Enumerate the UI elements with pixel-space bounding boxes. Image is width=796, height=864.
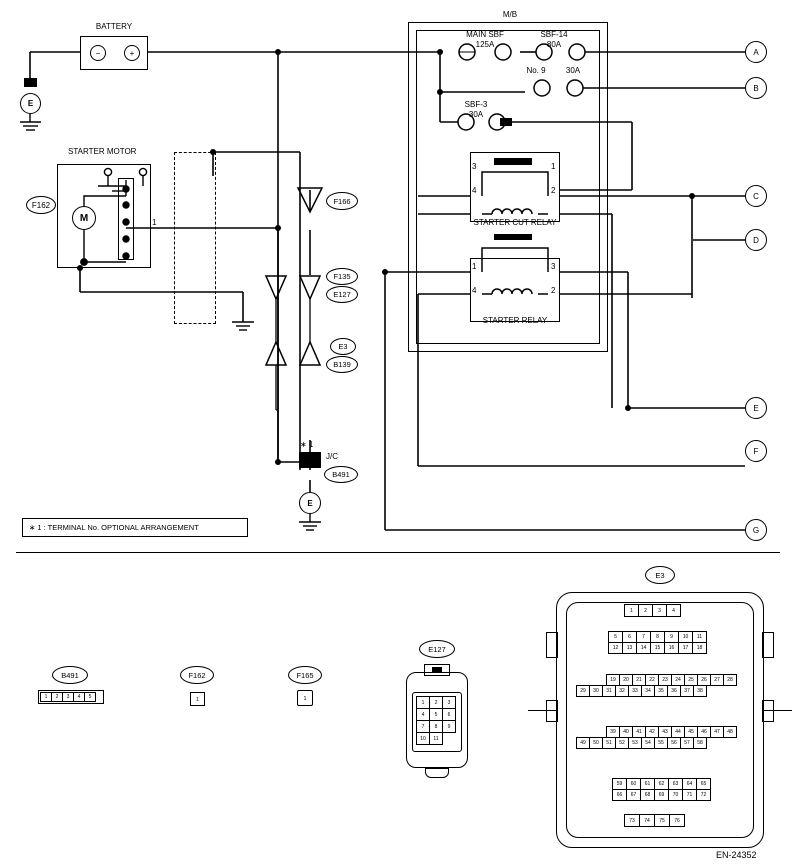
pin-cell: 62 (654, 778, 669, 790)
battery-negative-terminal: − (90, 45, 106, 61)
cut-relay-pin-1: 1 (551, 162, 556, 171)
starter-relay-pin-1: 1 (472, 262, 477, 271)
e127-latch-tab (432, 667, 442, 673)
pin-cell: 52 (615, 737, 629, 749)
pin-cell: 76 (669, 814, 685, 827)
connector-e3-diagram: E3 (330, 338, 356, 355)
connector-view-f165-label: F165 (288, 666, 322, 684)
pin-cell: 40 (619, 726, 633, 738)
pin-cell: 54 (641, 737, 655, 749)
pin-cell: 44 (671, 726, 685, 738)
cut-relay-pin-4: 4 (472, 186, 477, 195)
connector-view-e127-label: E127 (419, 640, 455, 658)
pin-cell: 4 (666, 604, 681, 617)
pin-cell: 5 (84, 692, 96, 702)
mb-label: M/B (502, 10, 518, 19)
pin-cell: 69 (654, 789, 669, 801)
pin-cell: 3 (652, 604, 667, 617)
output-point-f: F (745, 440, 767, 462)
pin-cell: 61 (640, 778, 655, 790)
pin-cell: 33 (628, 685, 642, 697)
junction-dot-mb-in (437, 49, 443, 55)
pin-cell: 9 (442, 720, 456, 733)
e3-right-lug-bottom (762, 700, 774, 722)
output-point-c: C (745, 185, 767, 207)
pin-cell: 13 (622, 642, 637, 654)
section-divider (16, 552, 780, 553)
starter-relay-pin-2: 2 (551, 286, 556, 295)
pin-cell: 46 (697, 726, 711, 738)
junction-dot-relay-ctrl (382, 269, 388, 275)
ground-symbol-left: E (20, 93, 41, 114)
pin-cell: 55 (654, 737, 668, 749)
connector-e127-diagram: E127 (326, 286, 358, 303)
starter-motor-label: STARTER MOTOR (68, 147, 137, 156)
e3-left-rail (528, 710, 558, 711)
e127-pin-grid (416, 696, 460, 744)
e3-left-lug-top (546, 632, 558, 658)
b491-pin-grid (40, 692, 95, 701)
pin-cell: 19 (606, 674, 620, 686)
f165-pin-1: 1 (303, 696, 307, 702)
pin-cell: 21 (632, 674, 646, 686)
connector-view-b491-label: B491 (52, 666, 88, 684)
pin-cell: 22 (645, 674, 659, 686)
pin-cell: 28 (723, 674, 737, 686)
pin-cell: 64 (682, 778, 697, 790)
pin-cell: 58 (693, 737, 707, 749)
pin-cell: 9 (664, 631, 679, 643)
sbf3-label: SBF-3 (464, 100, 488, 109)
pin-cell: 31 (602, 685, 616, 697)
pin-cell: 7 (636, 631, 651, 643)
pin-cell: 17 (678, 642, 693, 654)
footnote-terminal-note: ∗ 1 : TERMINAL No. OPTIONAL ARRANGEMENT (22, 518, 248, 537)
pin-cell: 57 (680, 737, 694, 749)
pin-cell: 26 (697, 674, 711, 686)
pin-cell: 38 (693, 685, 707, 697)
pin-cell: 7 (416, 720, 430, 733)
connector-b139-diagram: B139 (326, 356, 358, 373)
cut-relay-pin-2: 2 (551, 186, 556, 195)
junction-dot-e-branch (625, 405, 631, 411)
connector-view-e3-label: E3 (645, 566, 675, 584)
pin-cell: 66 (612, 789, 627, 801)
pin-cell: 3 (442, 696, 456, 709)
pin-cell: 8 (650, 631, 665, 643)
connector-f135-diagram: F135 (326, 268, 358, 285)
jc-label: J/C (326, 452, 338, 461)
pin-cell: 47 (710, 726, 724, 738)
pin-cell: 41 (632, 726, 646, 738)
motor-pin-1-label: 1 (152, 218, 157, 227)
output-point-b: B (745, 77, 767, 99)
pin-cell: 27 (710, 674, 724, 686)
pin-cell: 35 (654, 685, 668, 697)
pin-cell: 18 (692, 642, 707, 654)
pin-cell: 67 (626, 789, 641, 801)
pin-cell: 75 (654, 814, 670, 827)
pin-cell: 53 (628, 737, 642, 749)
pin-cell: 30 (589, 685, 603, 697)
e127-bottom-tab (425, 768, 449, 778)
f162-pin-1: 1 (195, 697, 200, 703)
pin-cell: 74 (639, 814, 655, 827)
sbf14-rating: 80A (546, 40, 562, 49)
connector-f166-diagram: F166 (326, 192, 358, 210)
junction-dot-jc (275, 459, 281, 465)
pin-cell: 14 (636, 642, 651, 654)
pin-cell: 71 (682, 789, 697, 801)
pin-cell: 8 (429, 720, 443, 733)
junction-dot-motor-lead (275, 225, 281, 231)
pin-cell: 42 (645, 726, 659, 738)
connector-view-f162-label: F162 (180, 666, 214, 684)
pin-cell: 25 (684, 674, 698, 686)
pin-cell: 11 (692, 631, 707, 643)
e3-right-lug-top (762, 632, 774, 658)
pin-cell: 5 (429, 708, 443, 721)
pin-cell: 29 (576, 685, 590, 697)
junction-dot-no9 (437, 89, 443, 95)
pin-cell: 36 (667, 685, 681, 697)
pin-cell: 24 (671, 674, 685, 686)
pin-cell: 65 (696, 778, 711, 790)
starter-cut-relay-label: STARTER CUT RELAY (473, 218, 557, 227)
cut-relay-pin-3: 3 (472, 162, 477, 171)
pin-cell: 1 (624, 604, 639, 617)
pin-cell: 11 (429, 732, 443, 745)
ground-symbol-jc: E (299, 492, 321, 514)
pin-cell: 34 (641, 685, 655, 697)
pin-cell: 39 (606, 726, 620, 738)
output-point-e: E (745, 397, 767, 419)
output-point-g: G (745, 519, 767, 541)
pin-cell: 73 (624, 814, 640, 827)
junction-dot-f162 (77, 265, 83, 271)
starter-relay-label: STARTER RELAY (482, 316, 548, 325)
connector-b491-diagram: B491 (324, 466, 358, 483)
e3-right-rail (764, 710, 792, 711)
pin-cell: 1 (40, 692, 52, 702)
motor-symbol: M (72, 206, 96, 230)
pin-cell: 45 (684, 726, 698, 738)
pin-cell: 3 (62, 692, 74, 702)
pin-cell: 4 (73, 692, 85, 702)
pin-cell: 49 (576, 737, 590, 749)
pin-cell: 12 (608, 642, 623, 654)
pin-cell: 2 (429, 696, 443, 709)
pin-cell: 20 (619, 674, 633, 686)
pin-cell: 43 (658, 726, 672, 738)
pin-cell: 2 (638, 604, 653, 617)
pin-cell: 6 (442, 708, 456, 721)
pin-cell: 59 (612, 778, 627, 790)
connector-f162-diagram: F162 (26, 196, 56, 214)
e3-group-6 (624, 814, 704, 826)
junction-dot-c-branch (689, 193, 695, 199)
pin-cell: 68 (640, 789, 655, 801)
e3-group-3 (576, 674, 745, 696)
pin-cell: 6 (622, 631, 637, 643)
sbf3-rating: 30A (468, 110, 484, 119)
pin-cell: 70 (668, 789, 683, 801)
pin-cell: 48 (723, 726, 737, 738)
pin-cell: 63 (668, 778, 683, 790)
battery-label: BATTERY (95, 22, 133, 31)
pin-cell: 56 (667, 737, 681, 749)
pin-cell: 5 (608, 631, 623, 643)
pin-cell: 72 (696, 789, 711, 801)
pin-cell: 15 (650, 642, 665, 654)
e3-group-1 (624, 604, 696, 616)
e3-group-5 (612, 778, 717, 800)
pin-cell: 50 (589, 737, 603, 749)
pin-cell: 2 (51, 692, 63, 702)
star-marker-jc: ∗ 1 (300, 440, 314, 449)
pin-cell: 60 (626, 778, 641, 790)
battery-positive-terminal: + (124, 45, 140, 61)
junction-dot-main-bus (275, 49, 281, 55)
starter-relay-pin-4: 4 (472, 286, 477, 295)
no9-rating: 30A (565, 66, 581, 75)
pin-cell: 1 (416, 696, 430, 709)
pin-cell: 37 (680, 685, 694, 697)
output-point-a: A (745, 41, 767, 63)
pin-cell: 10 (416, 732, 430, 745)
main-sbf-label: MAIN SBF (466, 30, 504, 39)
pin-cell: 23 (658, 674, 672, 686)
starter-relay-pin-3: 3 (551, 262, 556, 271)
e3-group-2 (608, 631, 713, 653)
sbf14-label: SBF-14 (540, 30, 568, 39)
output-point-d: D (745, 229, 767, 251)
pin-cell: 16 (664, 642, 679, 654)
pin-cell: 4 (416, 708, 430, 721)
figure-code: EN-24352 (716, 850, 757, 860)
e3-left-lug-bottom (546, 700, 558, 722)
pin-cell: 10 (678, 631, 693, 643)
pin-cell: 32 (615, 685, 629, 697)
pin-cell: 51 (602, 737, 616, 749)
no9-label: No. 9 (526, 66, 546, 75)
e3-group-4 (576, 726, 745, 748)
main-sbf-rating: 125A (475, 40, 495, 49)
